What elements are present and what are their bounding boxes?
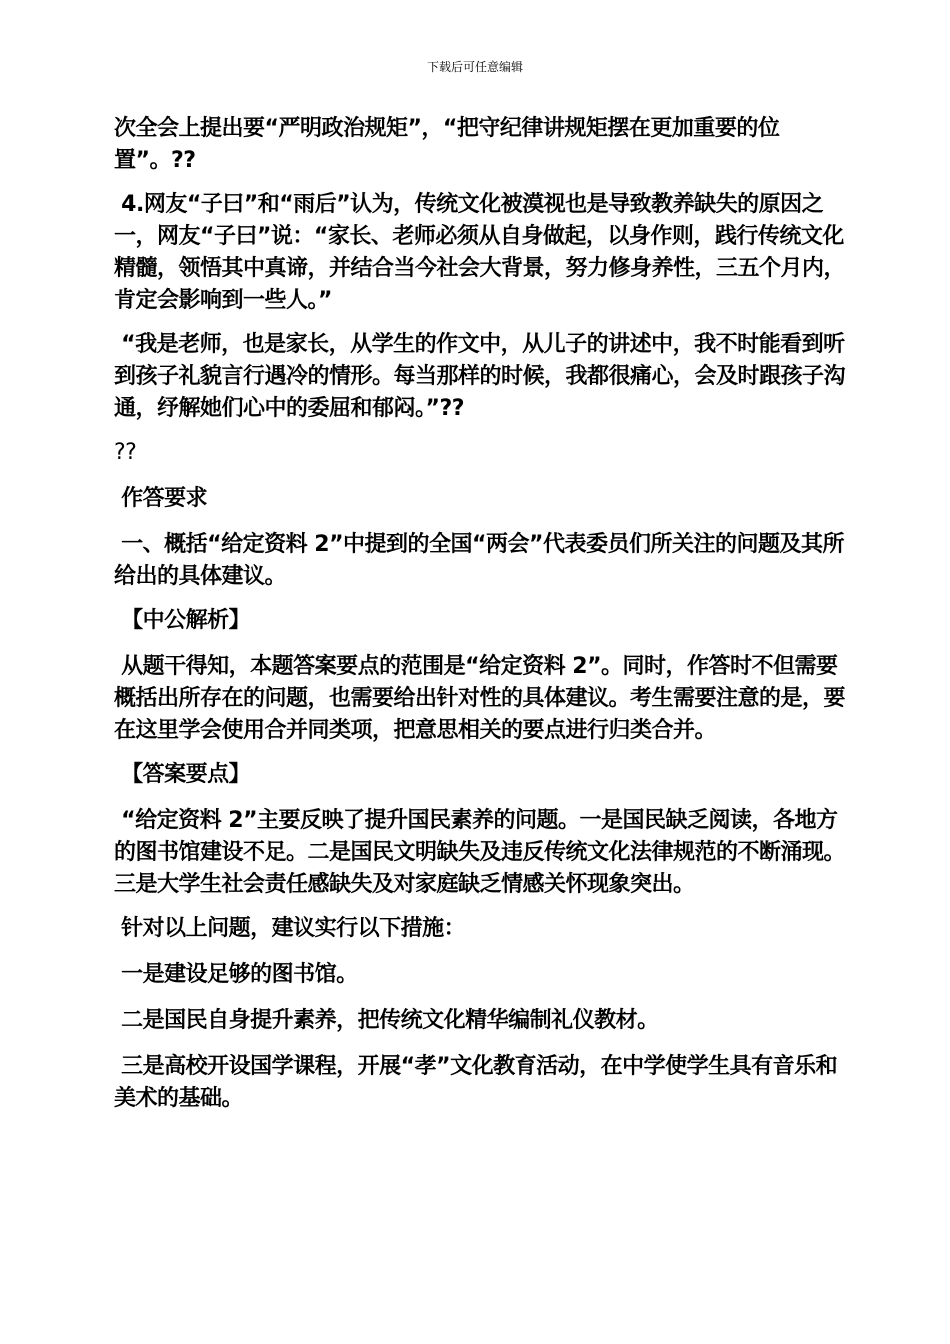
page-header: 下载后可任意编辑 — [426, 60, 523, 74]
measure-2: 二是国民自身提升素养，把传统文化精华编制礼仪教材。 — [114, 1008, 659, 1033]
measure-3: 三是高校开设国学课程，开展“孝”文化教育活动，在中学使学生具有音乐和美术的基础。 — [114, 1054, 838, 1111]
paragraph-2: 4.网友“子曰”和“雨后”认为，传统文化被漠视也是导致教养缺失的原因之一，网友“子曰”说：“家长、老师必须从自身做起，以身作则，践行传统文化精髓，领悟其中真谛，并结合当今社会大背景，努力修身养性，三五个月内，肯定会影响到一些人。” — [114, 192, 846, 313]
document-body — [114, 113, 854, 1127]
section-heading-answer-requirements: 作答要求 — [114, 486, 208, 511]
paragraph-4: ?? — [114, 440, 137, 465]
question-1: 一、概括“给定资料 2”中提到的全国“两会”代表委员们所关注的问题及其所给出的具体建议。 — [114, 532, 844, 589]
section-heading-analysis: 【中公解析】 — [114, 608, 251, 633]
analysis-paragraph: 从题干得知，本题答案要点的范围是“给定资料 2”。同时，作答时不但需要概括出所存在的问题，也需要给出针对性的具体建议。考生需要注意的是，要在这里学会使用合并同类项，把意思相关的要点进行归类合并。 — [114, 654, 846, 743]
paragraph-1: 次全会上提出要“严明政治规矩”，“把守纪律讲规矩摆在更加重要的位置”。?? — [114, 116, 780, 173]
paragraph-3: “我是老师，也是家长，从学生的作文中，从儿子的讲述中，我不时能看到听到孩子礼貌言行遇冷的情形。每当那样的时候，我都很痛心，会及时跟孩子沟通，纾解她们心中的委屈和郁闷。”?? — [114, 332, 846, 421]
measures-intro: 针对以上问题，建议实行以下措施： — [114, 916, 466, 941]
section-heading-answer-points: 【答案要点】 — [114, 762, 251, 787]
answer-paragraph: “给定资料 2”主要反映了提升国民素养的问题。一是国民缺乏阅读，各地方的图书馆建设不足。二是国民文明缺失及违反传统文化法律规范的不断涌现。三是大学生社会责任感缺失及对家庭缺乏情感关怀现象突出。 — [114, 808, 846, 897]
measure-1: 一是建设足够的图书馆。 — [114, 962, 358, 987]
